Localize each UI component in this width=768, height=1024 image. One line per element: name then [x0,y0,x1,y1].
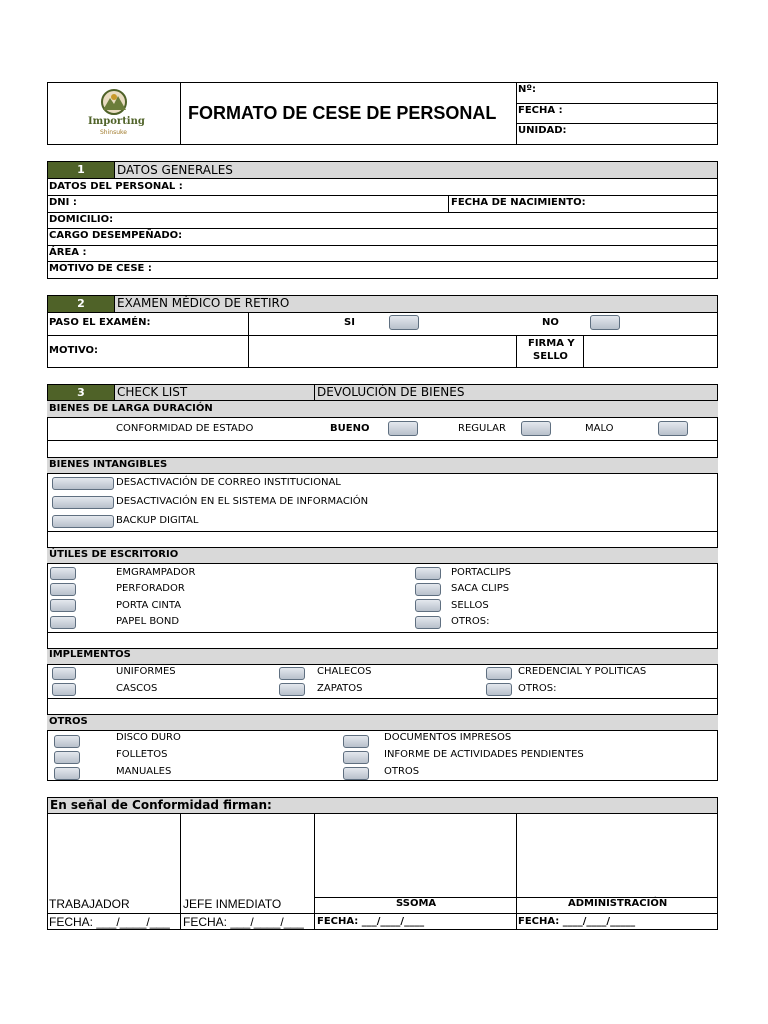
section-1-number: 1 [48,162,114,178]
checkbox-utiles-otros[interactable] [415,616,441,629]
label-disco-duro: DISCO DURO [116,732,181,743]
label-informe: INFORME DE ACTIVIDADES PENDIENTES [384,749,584,760]
checkbox-otros-otros[interactable] [343,767,369,780]
label-bienes-larga: BIENES DE LARGA DURACIÓN [49,403,213,414]
label-impl-otros: OTROS: [518,683,557,694]
field-numero: Nº: [518,84,537,95]
checkbox-perforador[interactable] [50,583,76,596]
label-credencial: CREDENCIAL Y POLITICAS [518,666,647,677]
checkbox-manuales[interactable] [54,767,80,780]
checkbox-papel-bond[interactable] [50,616,76,629]
checkbox-correo[interactable] [52,477,114,490]
label-zapatos: ZAPATOS [317,683,363,694]
checkbox-engrampador[interactable] [50,567,76,580]
label-implementos: IMPLEMENTOS [49,649,131,660]
section-2-title: EXAMEN MÉDICO DE RETIRO [117,296,290,310]
label-bienes-intangibles: BIENES INTANGIBLES [49,459,168,470]
checkbox-saca-clips[interactable] [415,583,441,596]
label-engrampador: EMGRAMPADOR [116,567,196,578]
checkbox-backup[interactable] [52,515,114,528]
checkbox-portaclips[interactable] [415,567,441,580]
label-paso-examen: PASO EL EXAMÉN: [49,317,151,328]
signature-section [47,797,718,930]
label-cargo: CARGO DESEMPEÑADO: [49,230,183,241]
label-administracion: ADMINISTRACIÓN [568,898,668,909]
field-unidad: UNIDAD: [518,125,567,136]
checkbox-si[interactable] [389,315,419,330]
label-portaclips: PORTACLIPS [451,567,511,578]
checkbox-porta-cinta[interactable] [50,599,76,612]
label-utiles-otros: OTROS: [451,616,490,627]
label-trabajador: TRABAJADOR [49,897,130,911]
label-backup: BACKUP DIGITAL [116,515,199,526]
checkbox-impl-otros[interactable] [486,683,512,696]
label-correo: DESACTIVACIÓN DE CORREO INSTITUCIONAL [116,477,341,488]
label-no: NO [542,317,559,328]
label-perforador: PERFORADOR [116,583,185,594]
label-sello: SELLO [533,351,568,362]
signature-title: En señal de Conformidad firman: [50,798,272,812]
checkbox-bueno[interactable] [388,421,418,436]
label-dni: DNI : [49,197,77,208]
checkbox-credencial[interactable] [486,667,512,680]
label-cascos: CASCOS [116,683,158,694]
logo-subtitle: Shinsuke [100,129,127,136]
checkbox-disco-duro[interactable] [54,735,80,748]
section-3-title: CHECK LIST [117,385,188,399]
fecha-administracion: FECHA: ____/____/_____ [518,916,636,927]
label-fecha-nacimiento: FECHA DE NACIMIENTO: [451,197,586,208]
label-saca-clips: SACA CLIPS [451,583,510,594]
label-documentos: DOCUMENTOS IMPRESOS [384,732,512,743]
checkbox-documentos[interactable] [343,735,369,748]
label-uniformes: UNIFORMES [116,666,176,677]
section-1-title: DATOS GENERALES [117,163,233,177]
checkbox-malo[interactable] [658,421,688,436]
label-sistema: DESACTIVACIÓN EN EL SISTEMA DE INFORMACIÓN [116,496,369,507]
checkbox-sistema[interactable] [52,496,114,509]
checkbox-regular[interactable] [521,421,551,436]
label-manuales: MANUALES [116,766,172,777]
form-title: FORMATO DE CESE DE PERSONAL [188,103,497,123]
label-domicilio: DOMICILIO: [49,214,114,225]
checkbox-chalecos[interactable] [279,667,305,680]
section-2-number: 2 [48,296,114,312]
label-chalecos: CHALECOS [317,666,372,677]
label-bueno: BUENO [330,423,370,434]
checkbox-uniformes[interactable] [52,667,76,680]
section-3-title-2: DEVOLUCIÓN DE BIENES [317,385,465,399]
label-folletos: FOLLETOS [116,749,168,760]
label-jefe-inmediato: JEFE INMEDIATO [183,897,282,911]
label-malo: MALO [585,423,614,434]
label-sellos: SELLOS [451,600,489,611]
label-regular: REGULAR [458,423,506,434]
label-si: SI [344,317,355,328]
label-conformidad: CONFORMIDAD DE ESTADO [116,423,254,434]
label-porta-cinta: PORTA CINTA [116,600,182,611]
label-otros-otros: OTROS [384,766,420,777]
label-datos-personal: DATOS DEL PERSONAL : [49,181,183,192]
checkbox-cascos[interactable] [52,683,76,696]
label-papel-bond: PAPEL BOND [116,616,180,627]
label-area: ÁREA : [49,247,87,258]
label-firma: FIRMA Y [528,338,575,349]
field-fecha: FECHA : [518,105,563,116]
label-motivo-cese: MOTIVO DE CESE : [49,263,152,274]
logo-name: Importing [88,116,145,127]
checkbox-folletos[interactable] [54,751,80,764]
label-utiles: ÚTILES DE ESCRITORIO [49,549,179,560]
fecha-ssoma: FECHA: ___/____/____ [317,916,425,927]
label-motivo: MOTIVO: [49,345,99,356]
section-3-number: 3 [48,385,114,400]
checkbox-no[interactable] [590,315,620,330]
checkbox-zapatos[interactable] [279,683,305,696]
fecha-jefe: FECHA: ___/____/___ [183,915,304,929]
label-ssoma: SSOMA [396,898,437,909]
checkbox-sellos[interactable] [415,599,441,612]
fecha-trabajador: FECHA: ___/____/___ [49,915,170,929]
label-otros: OTROS [49,716,88,727]
checkbox-informe[interactable] [343,751,369,764]
